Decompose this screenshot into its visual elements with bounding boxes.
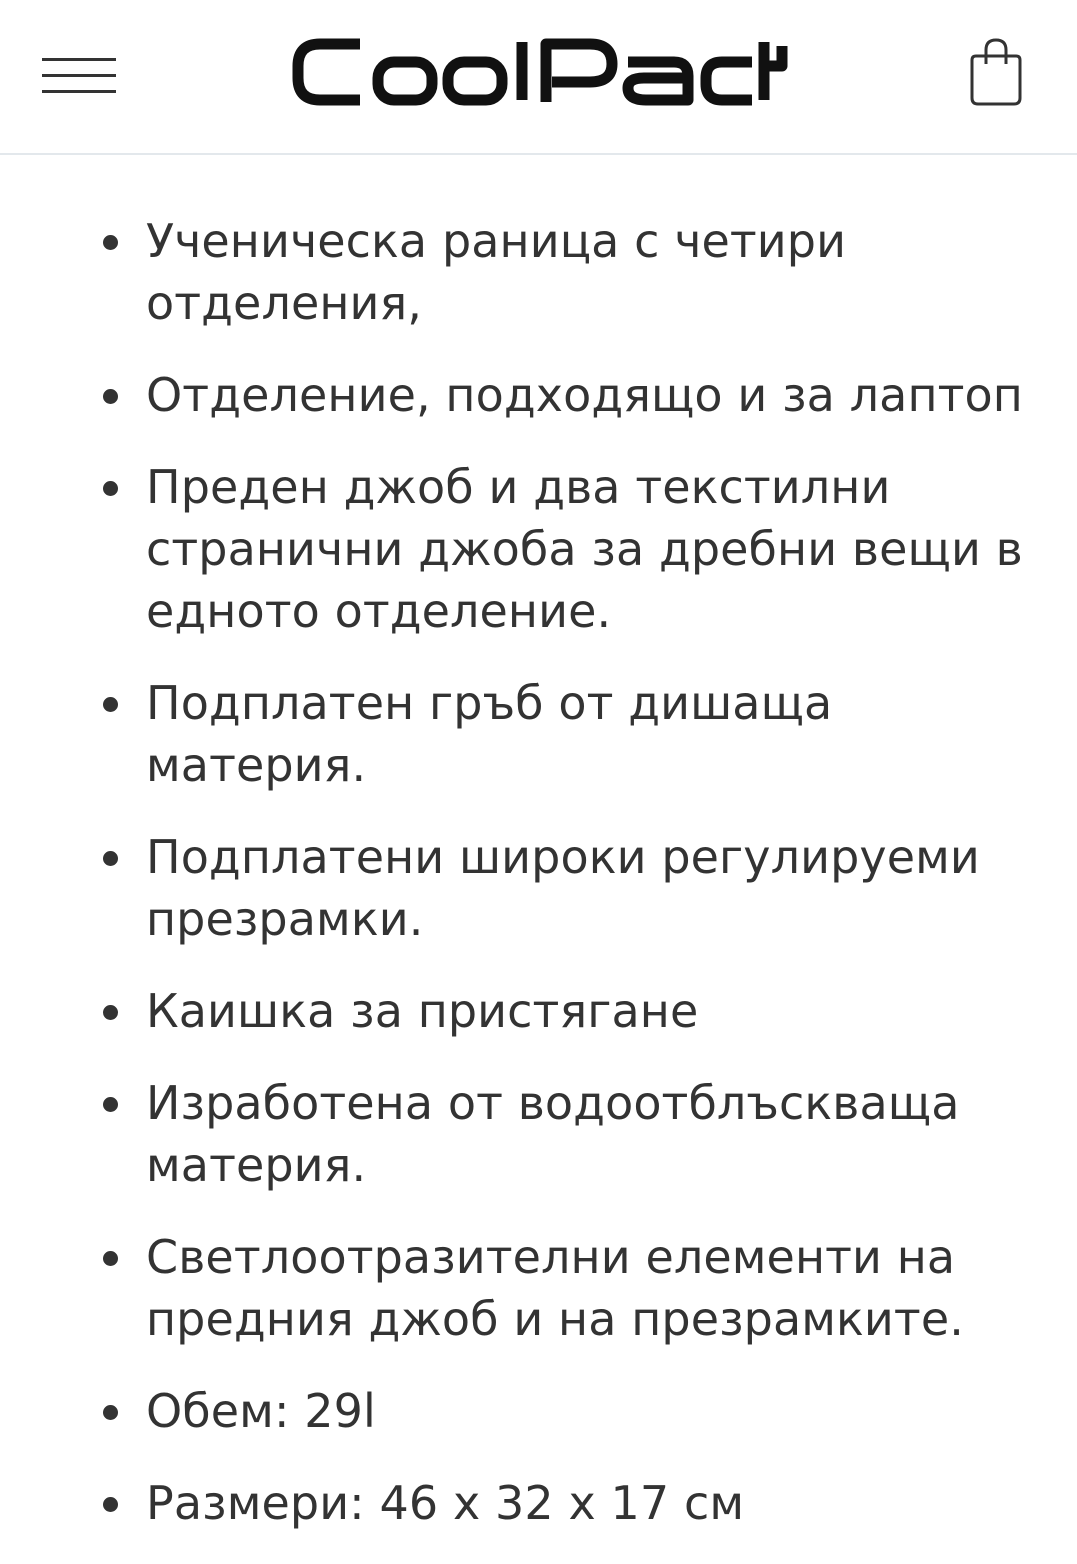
feature-text: Отделение, подходящо и за лаптоп (146, 368, 1023, 422)
list-item (0, 1072, 1077, 1196)
brand-logo[interactable] (290, 36, 790, 108)
feature-text: Подплатени широки регулируеми презрамки. (146, 830, 980, 946)
list-item (0, 1472, 1077, 1534)
bullet-icon (103, 389, 118, 404)
list-item (0, 980, 1077, 1042)
list-item (0, 826, 1077, 950)
list-item (0, 672, 1077, 796)
list-item (0, 364, 1077, 426)
bullet-icon (103, 1497, 118, 1512)
bullet-icon (103, 851, 118, 866)
bullet-icon (103, 697, 118, 712)
feature-text: Преден джоб и два текстилни странични джоба за дребни вещи в едното отделение. (146, 460, 1023, 638)
list-item (0, 210, 1077, 334)
bullet-icon (103, 1005, 118, 1020)
bullet-icon (103, 1097, 118, 1112)
feature-text: Ученическа раница с четири отделения, (146, 214, 847, 330)
list-item (0, 456, 1077, 642)
coolpack-logo (290, 36, 790, 108)
feature-text: Размери: 46 x 32 x 17 см (146, 1476, 745, 1530)
list-item (0, 1226, 1077, 1350)
feature-text: Обем: 29l (146, 1384, 376, 1438)
feature-text: Изработена от водоотблъскваща материя. (146, 1076, 960, 1192)
bullet-icon (103, 481, 118, 496)
feature-text: Светлоотразителни елементи на предния джоб и на презрамките. (146, 1230, 964, 1346)
feature-text: Подплатен гръб от дишаща материя. (146, 676, 833, 792)
bullet-icon (103, 1405, 118, 1420)
hamburger-icon (40, 52, 120, 100)
site-header (0, 0, 1077, 155)
feature-text: Каишка за пристягане (146, 984, 699, 1038)
bullet-icon (103, 1251, 118, 1266)
shopping-bag-icon (962, 34, 1030, 110)
bullet-icon (103, 235, 118, 250)
menu-button[interactable] (40, 52, 120, 100)
cart-button[interactable] (962, 34, 1030, 110)
feature-list (0, 210, 1077, 1564)
list-item (0, 1380, 1077, 1442)
